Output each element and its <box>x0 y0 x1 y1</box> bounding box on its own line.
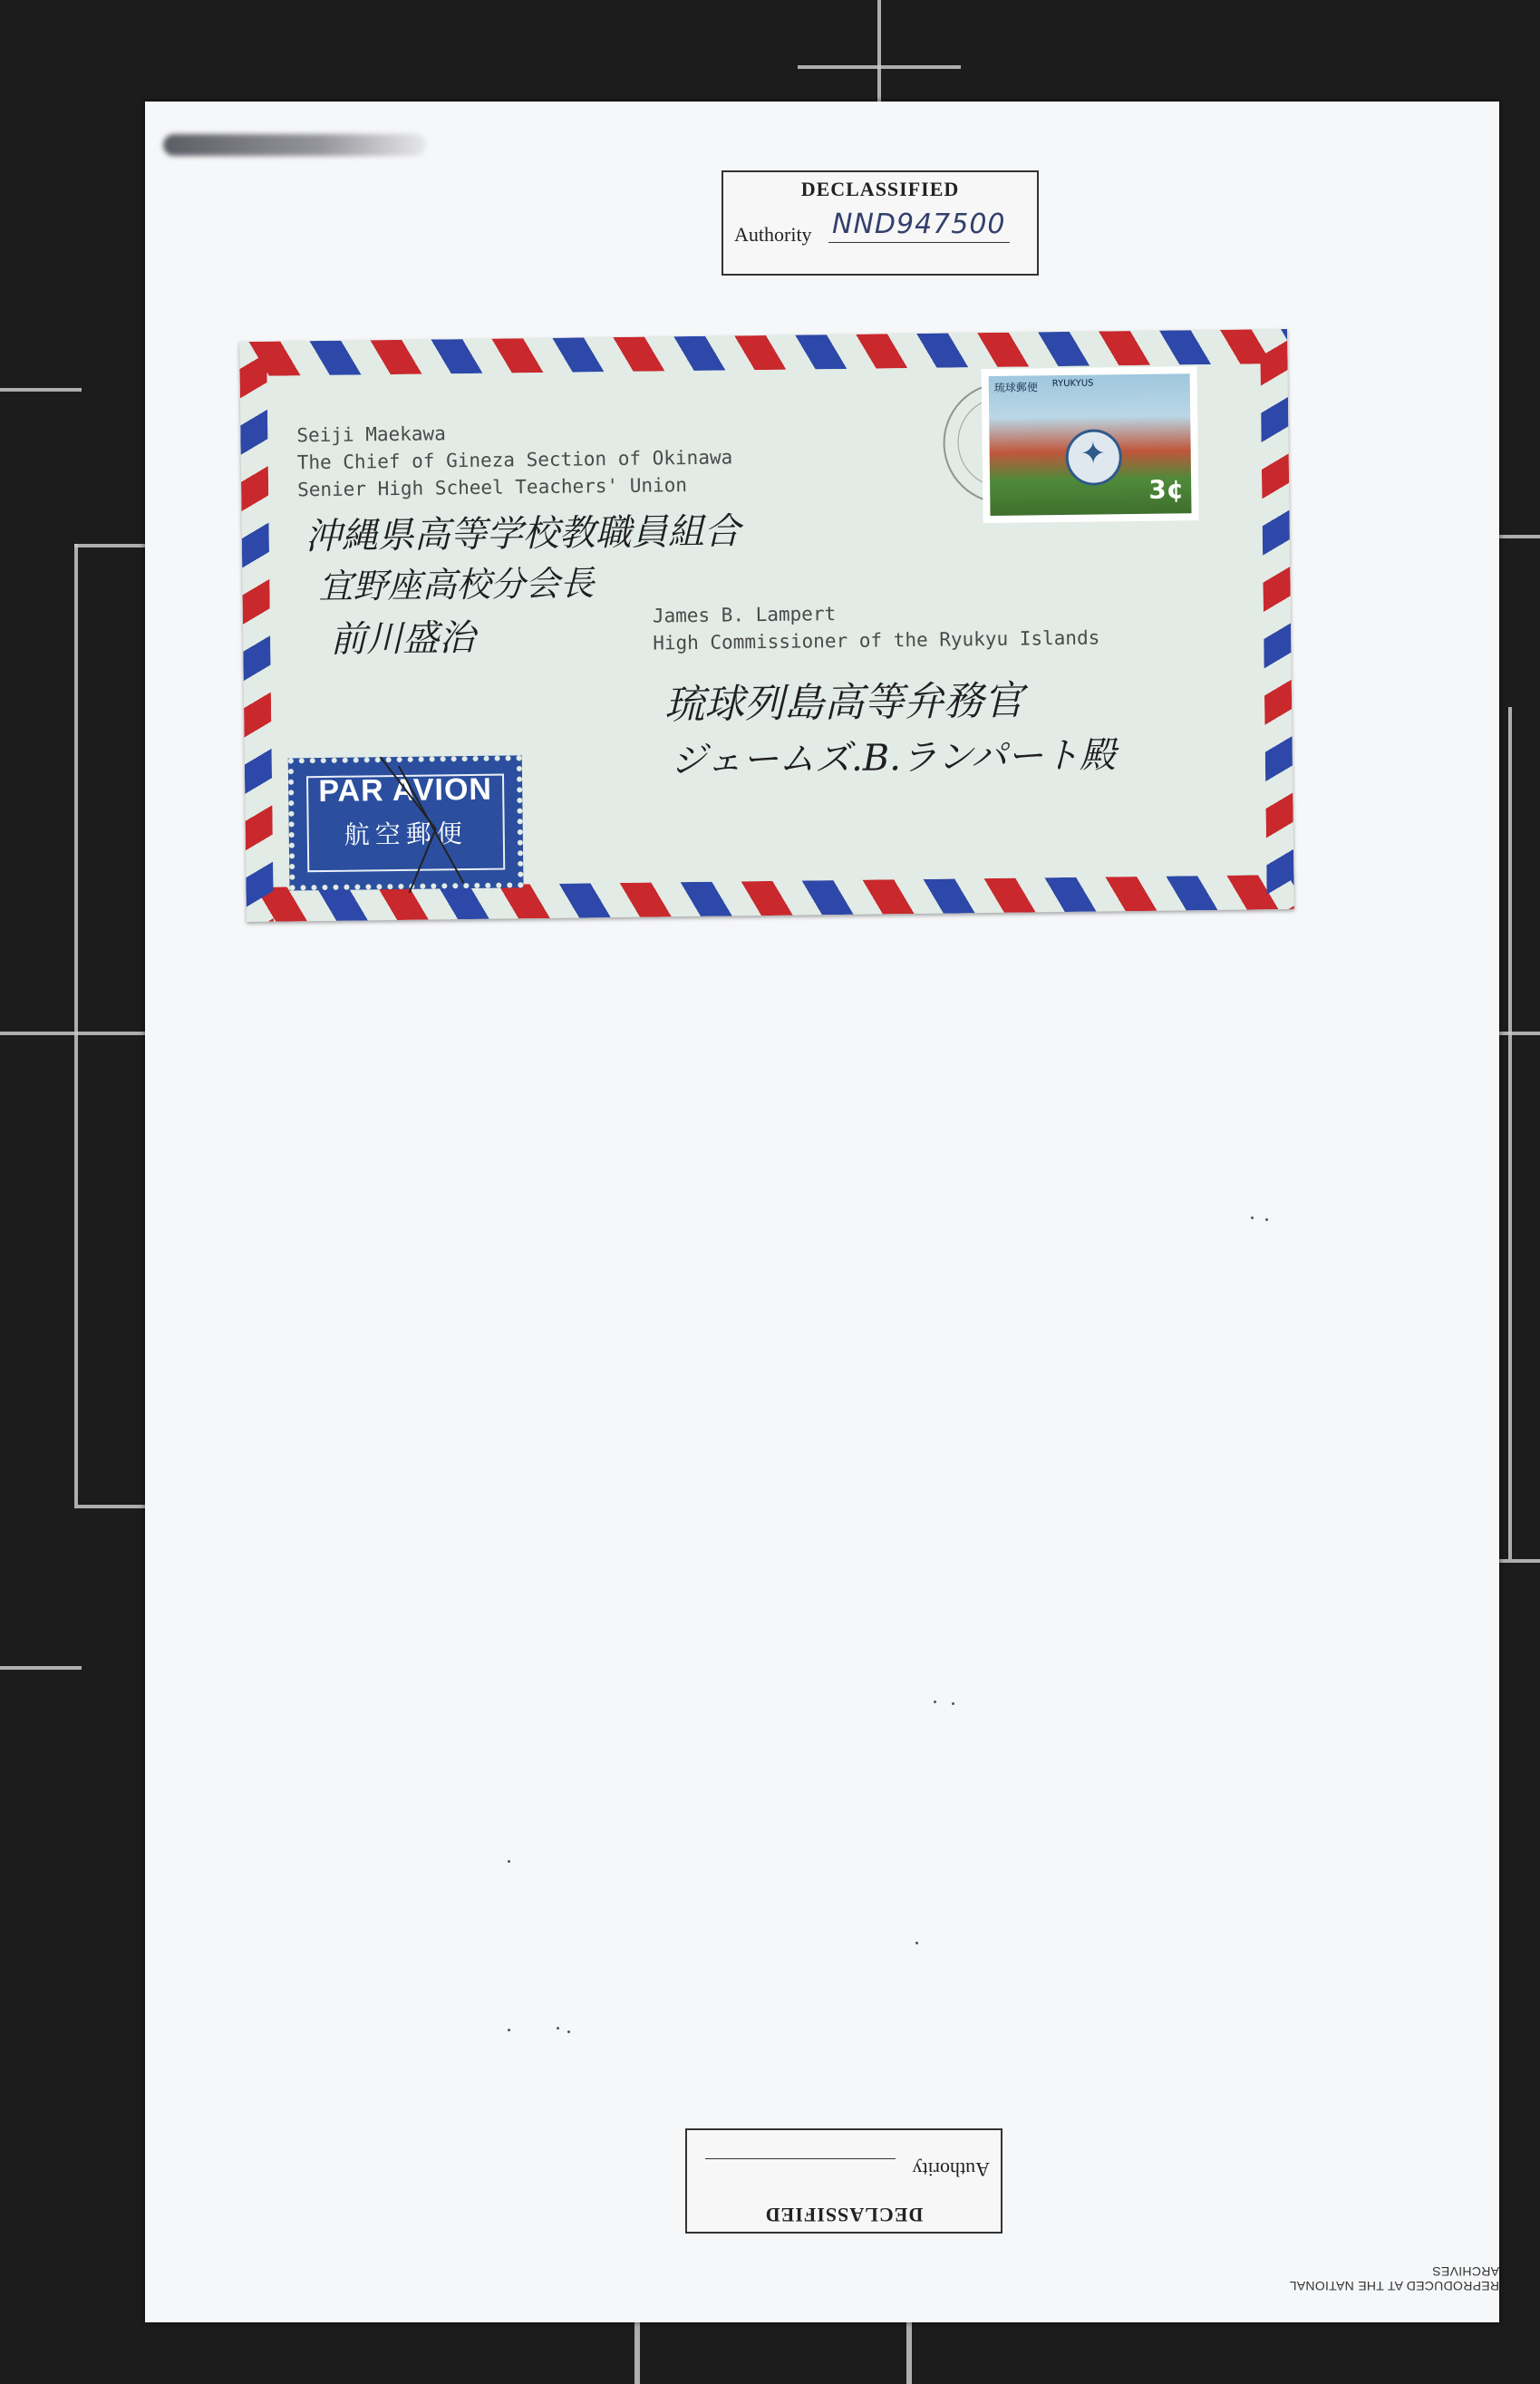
ink-smudge <box>163 134 426 156</box>
stamp-emblem-icon <box>1065 429 1122 486</box>
grid-line <box>74 1505 145 1508</box>
declassified-title-bottom: DECLASSIFIED <box>764 2204 924 2226</box>
stamp-country-label: 琉球郵便 <box>993 381 1038 394</box>
grid-line <box>1499 1032 1540 1035</box>
recipient-handwritten-title: 琉球列島高等弁務官 <box>663 677 1024 729</box>
declassified-stamp-top <box>722 170 1039 276</box>
sender-handwritten-name: 前川盛治 <box>329 616 476 661</box>
speck <box>508 2029 510 2031</box>
recipient-name: James B. Lampert <box>652 603 837 627</box>
grid-line <box>0 1032 145 1035</box>
sender-name: Seiji Maekawa <box>296 422 446 447</box>
speck <box>567 2030 570 2033</box>
sender-organization: Senier High Scheel Teachers' Union <box>296 474 688 501</box>
grid-line <box>906 2322 912 2384</box>
postage-stamp <box>982 366 1199 523</box>
sender-handwritten-title: 宜野座高校分会長 <box>318 563 595 607</box>
declassified-stamp-bottom <box>685 2128 1002 2234</box>
speck <box>934 1701 936 1703</box>
authority-line <box>705 2158 896 2159</box>
speck <box>915 1942 918 1944</box>
speck <box>557 2027 559 2030</box>
grid-line <box>74 544 145 548</box>
grid-line <box>1499 535 1540 538</box>
grid-line <box>74 544 78 1505</box>
grid-line <box>877 0 881 102</box>
grid-line <box>0 1666 82 1670</box>
sender-handwritten-org: 沖縄県高等学校教職員組合 <box>305 510 741 558</box>
stamp-country-label-en: RYUKYUS <box>1051 378 1094 390</box>
recipient-handwritten-name: ジェームズ.B.ランパート殿 <box>670 734 1117 782</box>
speck <box>508 1860 510 1863</box>
par-avion-text: PAR AVION <box>318 771 493 809</box>
grid-line <box>1508 707 1512 1559</box>
grid-line <box>634 2322 640 2384</box>
speck <box>1251 1216 1254 1219</box>
reproduced-note: REPRODUCED AT THE NATIONAL ARCHIVES <box>1289 2264 1499 2293</box>
sender-title: The Chief of Gineza Section of Okinawa <box>296 446 733 474</box>
authority-label-bottom: Authority <box>912 2158 990 2181</box>
speck <box>1265 1218 1268 1221</box>
pen-scribble <box>372 747 473 902</box>
grid-line <box>1499 1559 1540 1563</box>
stamp-picture <box>989 373 1192 516</box>
authority-label: Authority <box>734 223 812 246</box>
authority-value: NND947500 <box>828 208 1010 243</box>
recipient-title: High Commissioner of the Ryukyu Islands <box>653 626 1100 654</box>
stamp-value: 3¢ <box>1148 474 1185 505</box>
speck <box>952 1702 954 1705</box>
grid-line <box>0 388 82 392</box>
airmail-envelope <box>239 329 1294 922</box>
declassified-title: DECLASSIFIED <box>800 178 960 200</box>
air-mail-japanese-text: 航空郵便 <box>344 819 468 850</box>
